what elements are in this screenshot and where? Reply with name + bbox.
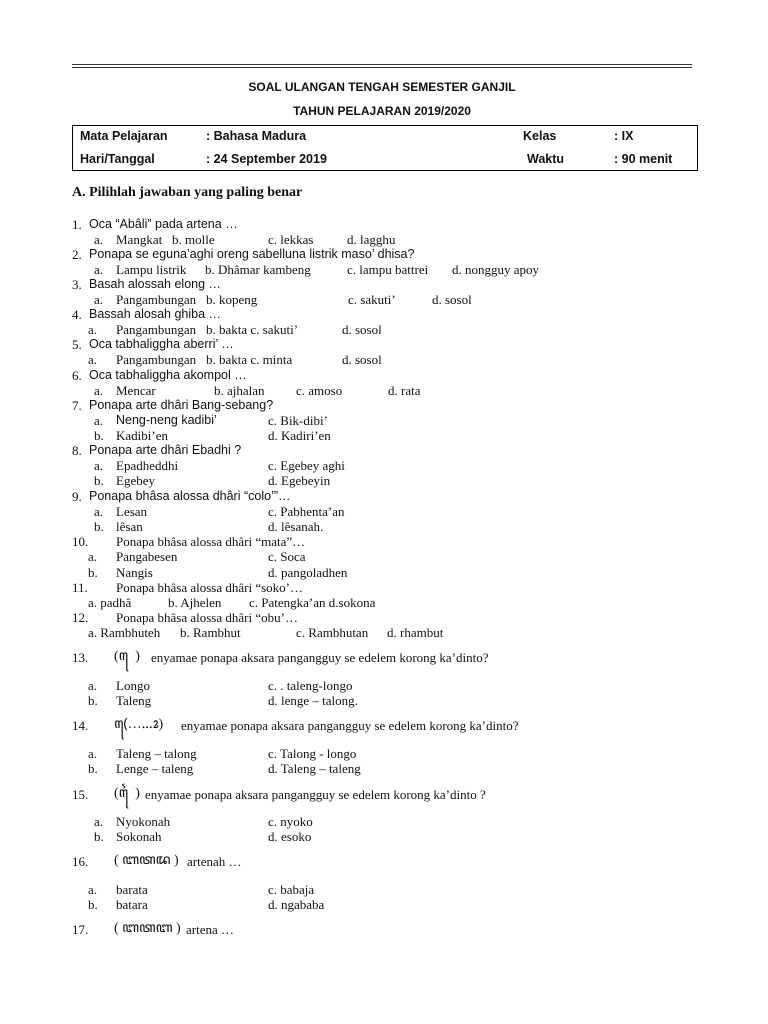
option-letter: a. <box>94 232 104 247</box>
option-letter: a. <box>88 882 98 897</box>
option-c: c. sakuti’ <box>348 292 396 307</box>
question-text: enyamae ponapa aksara pangangguy se edelem korong ka’dinto? <box>151 650 489 665</box>
option-c: c. Egebey aghi <box>268 458 345 473</box>
time-label: Waktu <box>527 152 565 166</box>
option-a: Pangambungan <box>116 352 197 367</box>
question-number: 2. <box>72 247 82 262</box>
question-number: 7. <box>72 398 82 413</box>
subject-label: Mata Pelajaran <box>80 129 168 143</box>
question-text: enyamae ponapa aksara pangangguy se edelem korong ka’dinto ? <box>145 787 486 802</box>
option-letter: b. <box>94 829 104 844</box>
question-number: 10. <box>72 534 89 549</box>
question-text: Bassah alosah ghiba … <box>89 307 222 321</box>
option-b: b. Ajhelen <box>168 595 222 610</box>
option-a: Lampu listrik <box>116 262 187 277</box>
question-text: Ponapa bhâsa alossa dhâri “mata”… <box>116 534 306 549</box>
option-c: c. lampu battrei <box>347 262 429 277</box>
option-d: d. esoko <box>268 829 312 844</box>
option-letter: a. <box>94 458 104 473</box>
option-letter: b. <box>88 897 98 912</box>
page-subtitle: TAHUN PELAJARAN 2019/2020 <box>293 104 471 118</box>
option-b: Sokonah <box>116 829 162 844</box>
option-c: c. nyoko <box>268 814 313 829</box>
option-c: c. lekkas <box>268 232 314 247</box>
question-number: 17. <box>72 922 89 937</box>
exam-info-box <box>72 125 698 171</box>
option-d: d. ngababa <box>268 897 325 912</box>
option-a: Neng-neng kadibi’ <box>116 413 217 427</box>
question-number: 3. <box>72 277 82 292</box>
option-d: d. lagghu <box>347 232 396 247</box>
option-a: a. Rambhuteh <box>88 625 161 640</box>
question-number: 11. <box>72 580 88 595</box>
date-value: : 24 September 2019 <box>206 152 327 166</box>
option-b: b. Rambhut <box>180 625 241 640</box>
option-d: d. lenge – talong. <box>268 693 358 708</box>
option-d: d. Kadiri’en <box>268 428 331 443</box>
option-letter: b. <box>94 519 104 534</box>
question-text: Ponapa arte dhâri Ebadhi ? <box>89 443 242 457</box>
option-c: c. Pabhenta’an <box>268 504 345 519</box>
class-label: Kelas <box>523 129 557 143</box>
option-letter: a. <box>88 678 98 693</box>
option-letter: a. <box>94 383 104 398</box>
question-number: 4. <box>72 307 82 322</box>
option-b: Taleng <box>116 693 152 708</box>
question-text: Ponapa bhâsa alossa dhâri “soko’… <box>116 580 304 595</box>
question-text: Oca tabhaliggha aberri’ … <box>89 337 234 351</box>
option-d: d. rata <box>388 383 421 398</box>
question-text: enyamae ponapa aksara pangangguy se edelem korong ka’dinto? <box>181 718 519 733</box>
question-text: Ponapa se eguna’aghi oreng sabelluna listrik maso’ dhisa? <box>89 247 415 261</box>
option-a: a. padhâ <box>88 595 132 610</box>
question-text: Oca tabhaliggha akompol … <box>89 368 247 382</box>
option-letter: b. <box>88 565 98 580</box>
option-letter: b. <box>94 428 104 443</box>
option-b: b. Dhâmar kambeng <box>205 262 311 277</box>
header-rule-bottom <box>72 67 692 68</box>
option-c: c. amoso <box>296 383 343 398</box>
option-letter: a. <box>88 322 98 337</box>
question-number: 6. <box>72 368 82 383</box>
option-a: Lesan <box>116 504 148 519</box>
option-letter: b. <box>88 693 98 708</box>
option-letter: a. <box>94 292 104 307</box>
option-c: c. Rambhutan <box>296 625 369 640</box>
question-number: 5. <box>72 337 82 352</box>
option-b: b. kopeng <box>206 292 258 307</box>
javanese-script-glyph: ( ꦺ ) <box>114 649 140 664</box>
question-number: 13. <box>72 650 89 665</box>
option-letter: a. <box>88 352 98 367</box>
option-c: c. babaja <box>268 882 315 897</box>
option-letter: a. <box>94 413 104 428</box>
option-a: Taleng – talong <box>116 746 197 761</box>
question-number: 8. <box>72 443 82 458</box>
javanese-script-glyph: (ꦺ……ꦴ) <box>114 717 164 732</box>
option-c: c. Bik-dibi’ <box>268 413 328 428</box>
option-b: lêsan <box>116 519 143 534</box>
option-c: c. Soca <box>268 549 306 564</box>
question-number: 12. <box>72 610 89 625</box>
option-letter: a. <box>94 262 104 277</box>
option-d: d. lêsanah. <box>268 519 324 534</box>
option-b: b. molle <box>172 232 215 247</box>
option-a: Pangambungan <box>116 292 197 307</box>
option-c: c. Talong - longo <box>268 746 357 761</box>
option-a: Epadheddhi <box>116 458 179 473</box>
question-number: 15. <box>72 787 89 802</box>
option-b: Nangis <box>116 565 153 580</box>
option-b: Egebey <box>116 473 155 488</box>
header-rule-top <box>72 64 692 65</box>
option-b: b. bakta c. sakuti’ <box>206 322 299 337</box>
option-d: d. sosol <box>342 352 382 367</box>
option-b: Lenge – taleng <box>116 761 194 776</box>
option-a: Mencar <box>116 383 156 398</box>
subject-value: : Bahasa Madura <box>206 129 307 143</box>
question-number: 14. <box>72 718 89 733</box>
option-c: c. Patengka’an d.sokona <box>249 595 376 610</box>
question-text: Ponapa arte dhâri Bang-sebang? <box>89 398 274 412</box>
question-number: 16. <box>72 854 89 869</box>
javanese-script-glyph: ( ꦧꦠꦢ ) <box>114 853 179 868</box>
option-a: Longo <box>116 678 150 693</box>
class-value: : IX <box>614 129 634 143</box>
javanese-script-glyph: ( ꦧꦠꦧ ) <box>114 921 181 936</box>
question-number: 9. <box>72 489 82 504</box>
time-value: : 90 menit <box>614 152 673 166</box>
option-b: Kadibi’en <box>116 428 168 443</box>
option-d: d. sosol <box>342 322 382 337</box>
question-number: 1. <box>72 217 82 232</box>
option-d: d. Taleng – taleng <box>268 761 361 776</box>
option-letter: b. <box>88 761 98 776</box>
option-d: d. sosol <box>432 292 472 307</box>
option-d: d. rhambut <box>387 625 444 640</box>
option-b: b. bakta c. minta <box>206 352 293 367</box>
option-a: Pangambungan <box>116 322 197 337</box>
date-label: Hari/Tanggal <box>80 152 155 166</box>
option-a: Pangabesen <box>116 549 178 564</box>
option-letter: a. <box>94 814 104 829</box>
question-text: Basah alossah elong … <box>89 277 222 291</box>
question-text: artena … <box>186 922 235 937</box>
option-letter: b. <box>94 473 104 488</box>
page-title: SOAL ULANGAN TENGAH SEMESTER GANJIL <box>248 80 516 94</box>
option-letter: a. <box>94 504 104 519</box>
option-letter: a. <box>88 746 98 761</box>
option-d: d. Egebeyin <box>268 473 331 488</box>
option-b: batara <box>116 897 148 912</box>
javanese-script-glyph: ( ꦻ ) <box>114 786 140 801</box>
question-text: Ponapa bhâsa alossa dhâri “obu’… <box>116 610 298 625</box>
option-d: d. nongguy apoy <box>452 262 540 277</box>
question-text: Oca “Abâli” pada artena … <box>89 217 238 231</box>
option-a: barata <box>116 882 148 897</box>
option-c: c. . taleng-longo <box>268 678 353 693</box>
option-letter: a. <box>88 549 98 564</box>
option-d: d. pangoladhen <box>268 565 348 580</box>
option-a: Mangkat <box>116 232 163 247</box>
question-text: Ponapa bhâsa alossa dhâri “colo’”… <box>89 489 291 503</box>
option-a: Nyokonah <box>116 814 171 829</box>
section-a-heading: A. Pilihlah jawaban yang paling benar <box>72 185 303 200</box>
option-b: b. ajhalan <box>214 383 265 398</box>
question-text: artenah … <box>187 854 242 869</box>
